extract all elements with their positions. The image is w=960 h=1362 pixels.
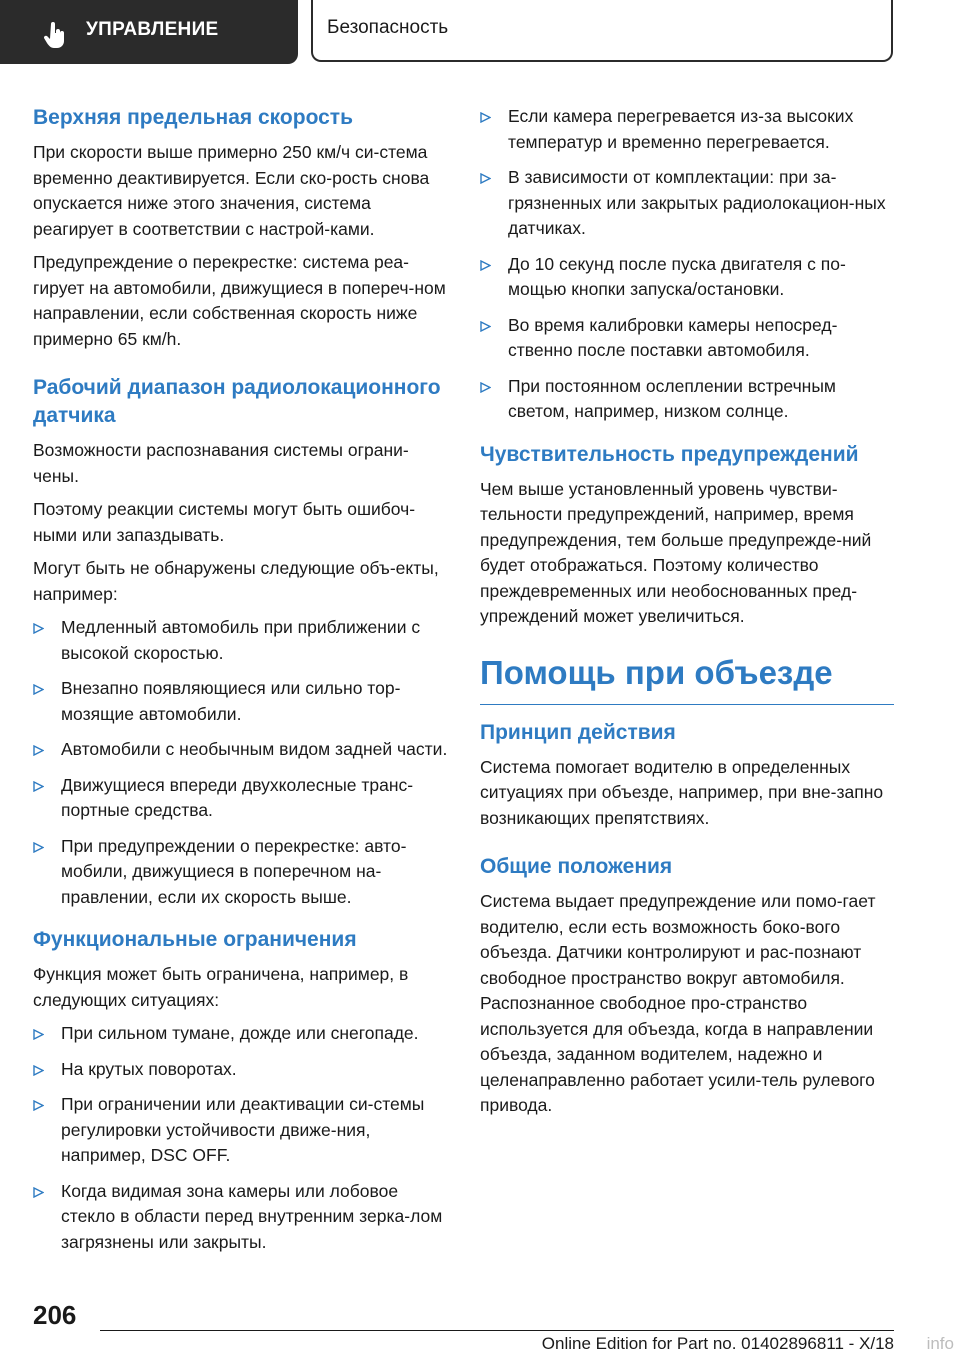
triangle-bullet-icon [33, 745, 44, 756]
bullet-list [33, 1021, 451, 1255]
section-title-limitations: Функциональные ограничения [33, 928, 357, 951]
list-item: На крутых поворотах. [33, 1057, 451, 1083]
paragraph: Возможности распознавания системы ограни-чены. [33, 440, 409, 486]
paragraph: Система выдает предупреждение или помо-гает водителю, если есть возможность боко-вого объезда. Датчики контролируют и рас-познают свободное пространство вокруг автомобиля. Распознанное свободное про-странство используется для объезда, когда в направлении объезда, заданном водителем, надежно и целенаправленно работает усили-тель рулевого привода. [480, 891, 876, 1115]
list-item: При постоянном ослеплении встречным светом, например, низком солнце. [480, 374, 894, 425]
paragraph: Чем выше установленный уровень чувстви-тельности предупреждений, например, время предупреждения, тем больше предупрежде-ний будет отображаться. Поэтому количество преждевременных или необоснованных пред-упреждений может увеличиться. [480, 478, 872, 626]
triangle-bullet-icon [480, 260, 491, 271]
list-item: Автомобили с необычным видом задней части. [33, 737, 451, 763]
paragraph: Могут быть не обнаружены следующие объ-екты, например: [33, 558, 439, 604]
list-item: До 10 секунд после пуска двигателя с по-мощью кнопки запуска/остановки. [480, 252, 894, 303]
header-tab-label: УПРАВЛЕНИЕ [86, 19, 219, 40]
list-item: Внезапно появляющиеся или сильно тор-мозящие автомобили. [33, 676, 451, 727]
section-title-upper-speed: Верхняя предельная скорость [33, 106, 353, 129]
triangle-bullet-icon [33, 842, 44, 853]
triangle-bullet-icon [33, 1029, 44, 1040]
triangle-bullet-icon [33, 1065, 44, 1076]
header-section-box [311, 0, 893, 62]
bullet-list [33, 615, 451, 910]
paragraph: При скорости выше примерно 250 км/ч си-стема временно деактивируется. Если ско-рость снова опускается ниже этого значения, система реагирует в соответствии с настрой-ками. [33, 142, 430, 239]
list-item: При предупреждении о перекрестке: авто-мобили, движущиеся в поперечном на-правлении, если их скорость выше. [33, 834, 451, 911]
list-item: Если камера перегревается из-за высоких температур и временно перегревается. [480, 104, 894, 155]
triangle-bullet-icon [480, 112, 491, 123]
list-item: Медленный автомобиль при приближении с высокой скоростью. [33, 615, 451, 666]
section-title-sensitivity: Чувствительность предупреждений [480, 442, 859, 466]
section-title-general: Общие положения [480, 855, 673, 878]
triangle-bullet-icon [33, 1187, 44, 1198]
left-column [33, 104, 451, 1265]
paragraph: Предупреждение о перекрестке: система реа-гирует на автомобили, движущиеся в попереч-ном направлении, если собственная скорость ниже примерно 65 км/h. [33, 252, 446, 349]
triangle-bullet-icon [480, 173, 491, 184]
header-section-label: Безопасность [327, 17, 449, 38]
hand-pointer-icon [44, 22, 66, 50]
triangle-bullet-icon [33, 781, 44, 792]
section-title-radar-range: Рабочий диапазон радиолокационного датчика [33, 376, 441, 427]
page-number: 206 [33, 1300, 77, 1330]
header-tab [0, 0, 298, 64]
paragraph: Система помогает водителю в определенных ситуациях при объезде, например, при вне-запно возникающих препятствиях. [480, 756, 884, 828]
triangle-bullet-icon [33, 684, 44, 695]
section-title-principle: Принцип действия [480, 720, 676, 744]
list-item: Во время калибровки камеры непосред-ственно после поставки автомобиля. [480, 313, 894, 364]
right-column [480, 104, 894, 1127]
list-item: При сильном тумане, дожде или снегопаде. [33, 1021, 451, 1047]
list-item: В зависимости от комплектации: при за-грязненных или закрытых радиолокацион-ных датчиках. [480, 165, 894, 242]
list-item: Когда видимая зона камеры или лобовое стекло в области перед внутренним зерка-лом загрязнены или закрыты. [33, 1179, 451, 1256]
paragraph: Поэтому реакции системы могут быть ошибоч-ными или запаздывать. [33, 499, 416, 545]
watermark: info [926, 1334, 954, 1353]
triangle-bullet-icon [480, 321, 491, 332]
chapter-title: Помощь при объезде [480, 652, 894, 705]
list-item: Движущиеся впереди двухколесные транс-портные средства. [33, 773, 451, 824]
triangle-bullet-icon [33, 1100, 44, 1111]
footer-edition: Online Edition for Part no. 01402896811 - X/18 [541, 1334, 894, 1353]
triangle-bullet-icon [33, 623, 44, 634]
list-item: При ограничении или деактивации си-стемы регулировки устойчивости движе-ния, например, DSC OFF. [33, 1092, 451, 1169]
paragraph: Функция может быть ограничена, например, в следующих ситуациях: [33, 964, 409, 1010]
footer-divider [100, 1330, 894, 1331]
bullet-list [480, 104, 894, 425]
triangle-bullet-icon [480, 382, 491, 393]
